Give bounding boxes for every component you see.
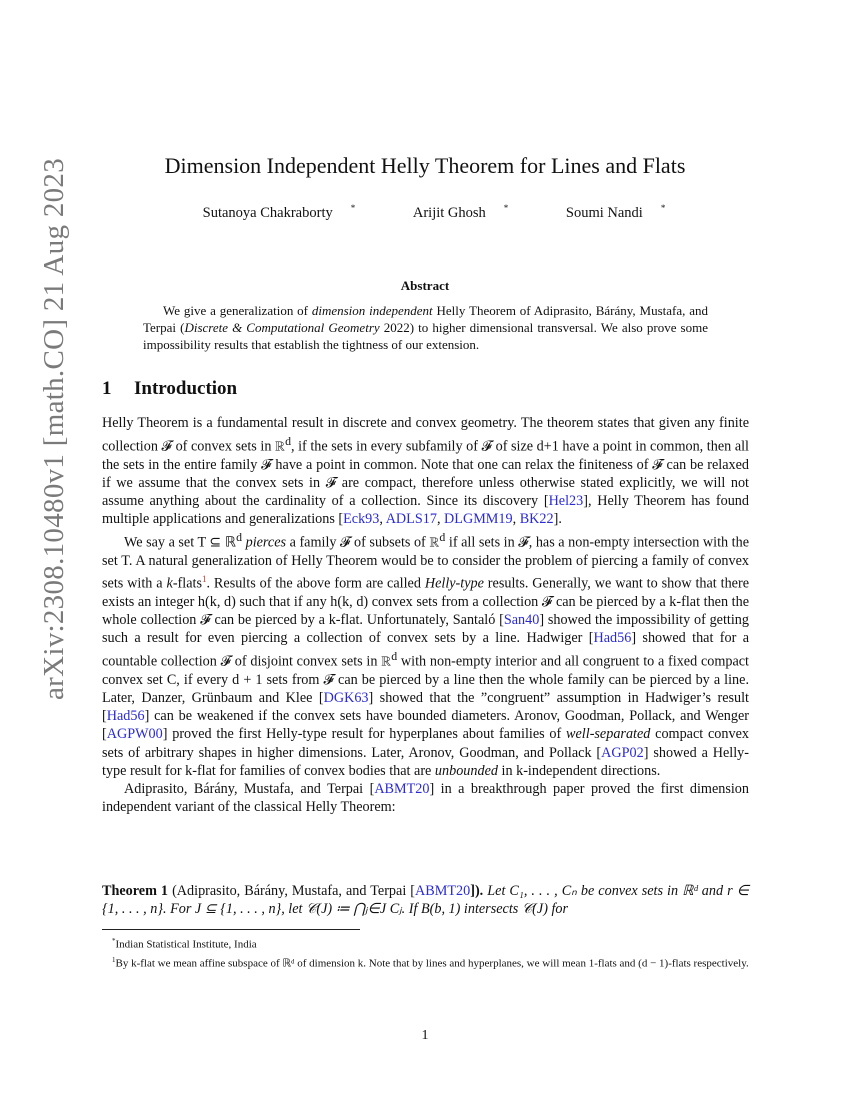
- section-heading: [102, 378, 237, 400]
- author: Arijit Ghosh *: [412, 203, 509, 221]
- citation-link[interactable]: Eck93: [343, 511, 380, 528]
- section-title: Introduction: [134, 378, 238, 399]
- footnotes: [102, 934, 749, 972]
- abstract-heading: Abstract: [400, 278, 450, 293]
- footnote: *Indian Statistical Institute, India: [112, 937, 257, 951]
- citation-link[interactable]: Had56: [106, 708, 145, 725]
- theorem-label: Theorem 1: [102, 883, 169, 899]
- citation-link[interactable]: ADLS17: [385, 511, 437, 528]
- citation-link[interactable]: Hel23: [548, 493, 584, 510]
- footnote-ref[interactable]: 1: [201, 574, 207, 585]
- citation-link[interactable]: AGPW00: [106, 726, 163, 743]
- section-number: 1: [102, 378, 112, 399]
- footnote: $^1$By k-flat we mean affine subspace of ℝᵈ of dimension k. Note that by lines and hyperplanes, we will mean 1-flats and (d − 1)-flats respectively.: [112, 956, 749, 970]
- abstract-text: We give a generalization of dimension independent Helly Theorem of Adiprasito, Bárány, Mustafa, and Terpai (Discrete & Computational Geometry 2022) to higher dimensional transversal. We also prove some impossibility results that establish the tightness of our extension.: [143, 303, 708, 352]
- author: Sutanoya Chakraborty *: [202, 203, 356, 221]
- citation-link[interactable]: BK22: [519, 511, 554, 528]
- citation-link[interactable]: DLGMM19: [444, 511, 513, 528]
- arxiv-stamp: arXiv:2308.10480v1 [math.CO] 21 Aug 2023: [38, 157, 70, 700]
- page-number: 1: [421, 1028, 429, 1043]
- citation-link[interactable]: Had56: [593, 630, 632, 647]
- paragraph: We say a set T ⊆ ℝ$^d$ pierces a family 𝓕 of subsets of ℝ$^d$ if all sets in 𝓕, has a non-empty intersection with the set T. A natural generalization of Helly Theorem would be to consider the problem of piercing a family of convex sets with a k-flats$^1$. Results of the above form are called Helly-type results. Generally, we want to show that there exists an integer h(k, d) such that if any h(k, d) convex sets from a collection 𝓕 can be pierced by a k-flat then the whole collection 𝓕 can be pierced by a k-flat. Unfortunately, Santaló [San40] showed the impossibility of getting such a result for even piercing a collection of convex sets by a line. Hadwiger [Had56] showed that for a countable collection 𝓕 of disjoint convex sets in ℝ$^d$ with non-empty interior and all congruent to a fixed compact convex set C, if every d + 1 sets from 𝓕 can be pierced by a line then the whole family can be pierced by a line. Later, Danzer, Grünbaum and Klee [DGK63] showed that the ”congruent” assumption in Hadwiger’s result [Had56] can be weakened if the convex sets have bounded diameters. Aronov, Goodman, Pollack, and Wenger [AGPW00] proved the first Helly-type result for hyperplanes about families of well-separated compact convex sets of arbitrary shapes in higher dimensions. Later, Aronov, Goodman, and Pollack [AGP02] showed a Helly-type result for k-flat for families of convex bodies that are unbounded in k-independent directions.: [102, 530, 750, 779]
- theorem-1: Theorem 1 (Adiprasito, Bárány, Mustafa, and Terpai [ABMT20]). Let C₁, . . . , Cₙ be convex sets in ℝᵈ and r ∈ {1, . . . , n}. For J ⊆ {1, . . . , n}, let 𝒞(J) ≔ ⋂ⱼ∈J Cⱼ. If B(b, 1) intersects 𝒞(J) for: [102, 883, 749, 918]
- paragraph: Helly Theorem is a fundamental result in discrete and convex geometry. The theorem states that given any finite collection 𝓕 of convex sets in ℝ$^d$, if the sets in every subfamily of 𝓕 of size d+1 have a point in common, then all the sets in the entire family 𝓕 have a point in common. Note that one can relax the finiteness of 𝓕 can be relaxed if we assume that the convex sets in 𝓕 are compact, therefore unless otherwise stated explicitly, we will not assume anything about the cardinality of a collection. Since its discovery [Hel23], Helly Theorem has found multiple applications and generalizations [Eck93, ADLS17, DLGMM19, BK22].: [102, 415, 749, 528]
- author: Soumi Nandi *: [565, 203, 666, 221]
- citation-link[interactable]: ABMT20: [415, 883, 471, 899]
- citation-link[interactable]: DGK63: [323, 690, 369, 707]
- citation-link[interactable]: ABMT20: [374, 780, 430, 797]
- paper-title: Dimension Independent Helly Theorem for Lines and Flats: [164, 153, 686, 178]
- author-list: [0, 203, 850, 222]
- citation-link[interactable]: San40: [503, 612, 540, 629]
- citation-link[interactable]: AGP02: [601, 744, 644, 761]
- footnote-divider: [102, 929, 360, 930]
- paragraph: Adiprasito, Bárány, Mustafa, and Terpai [ABMT20] in a breakthrough paper proved the first dimension independent variant of the classical Helly Theorem:: [102, 780, 749, 815]
- introduction-body: [102, 414, 749, 816]
